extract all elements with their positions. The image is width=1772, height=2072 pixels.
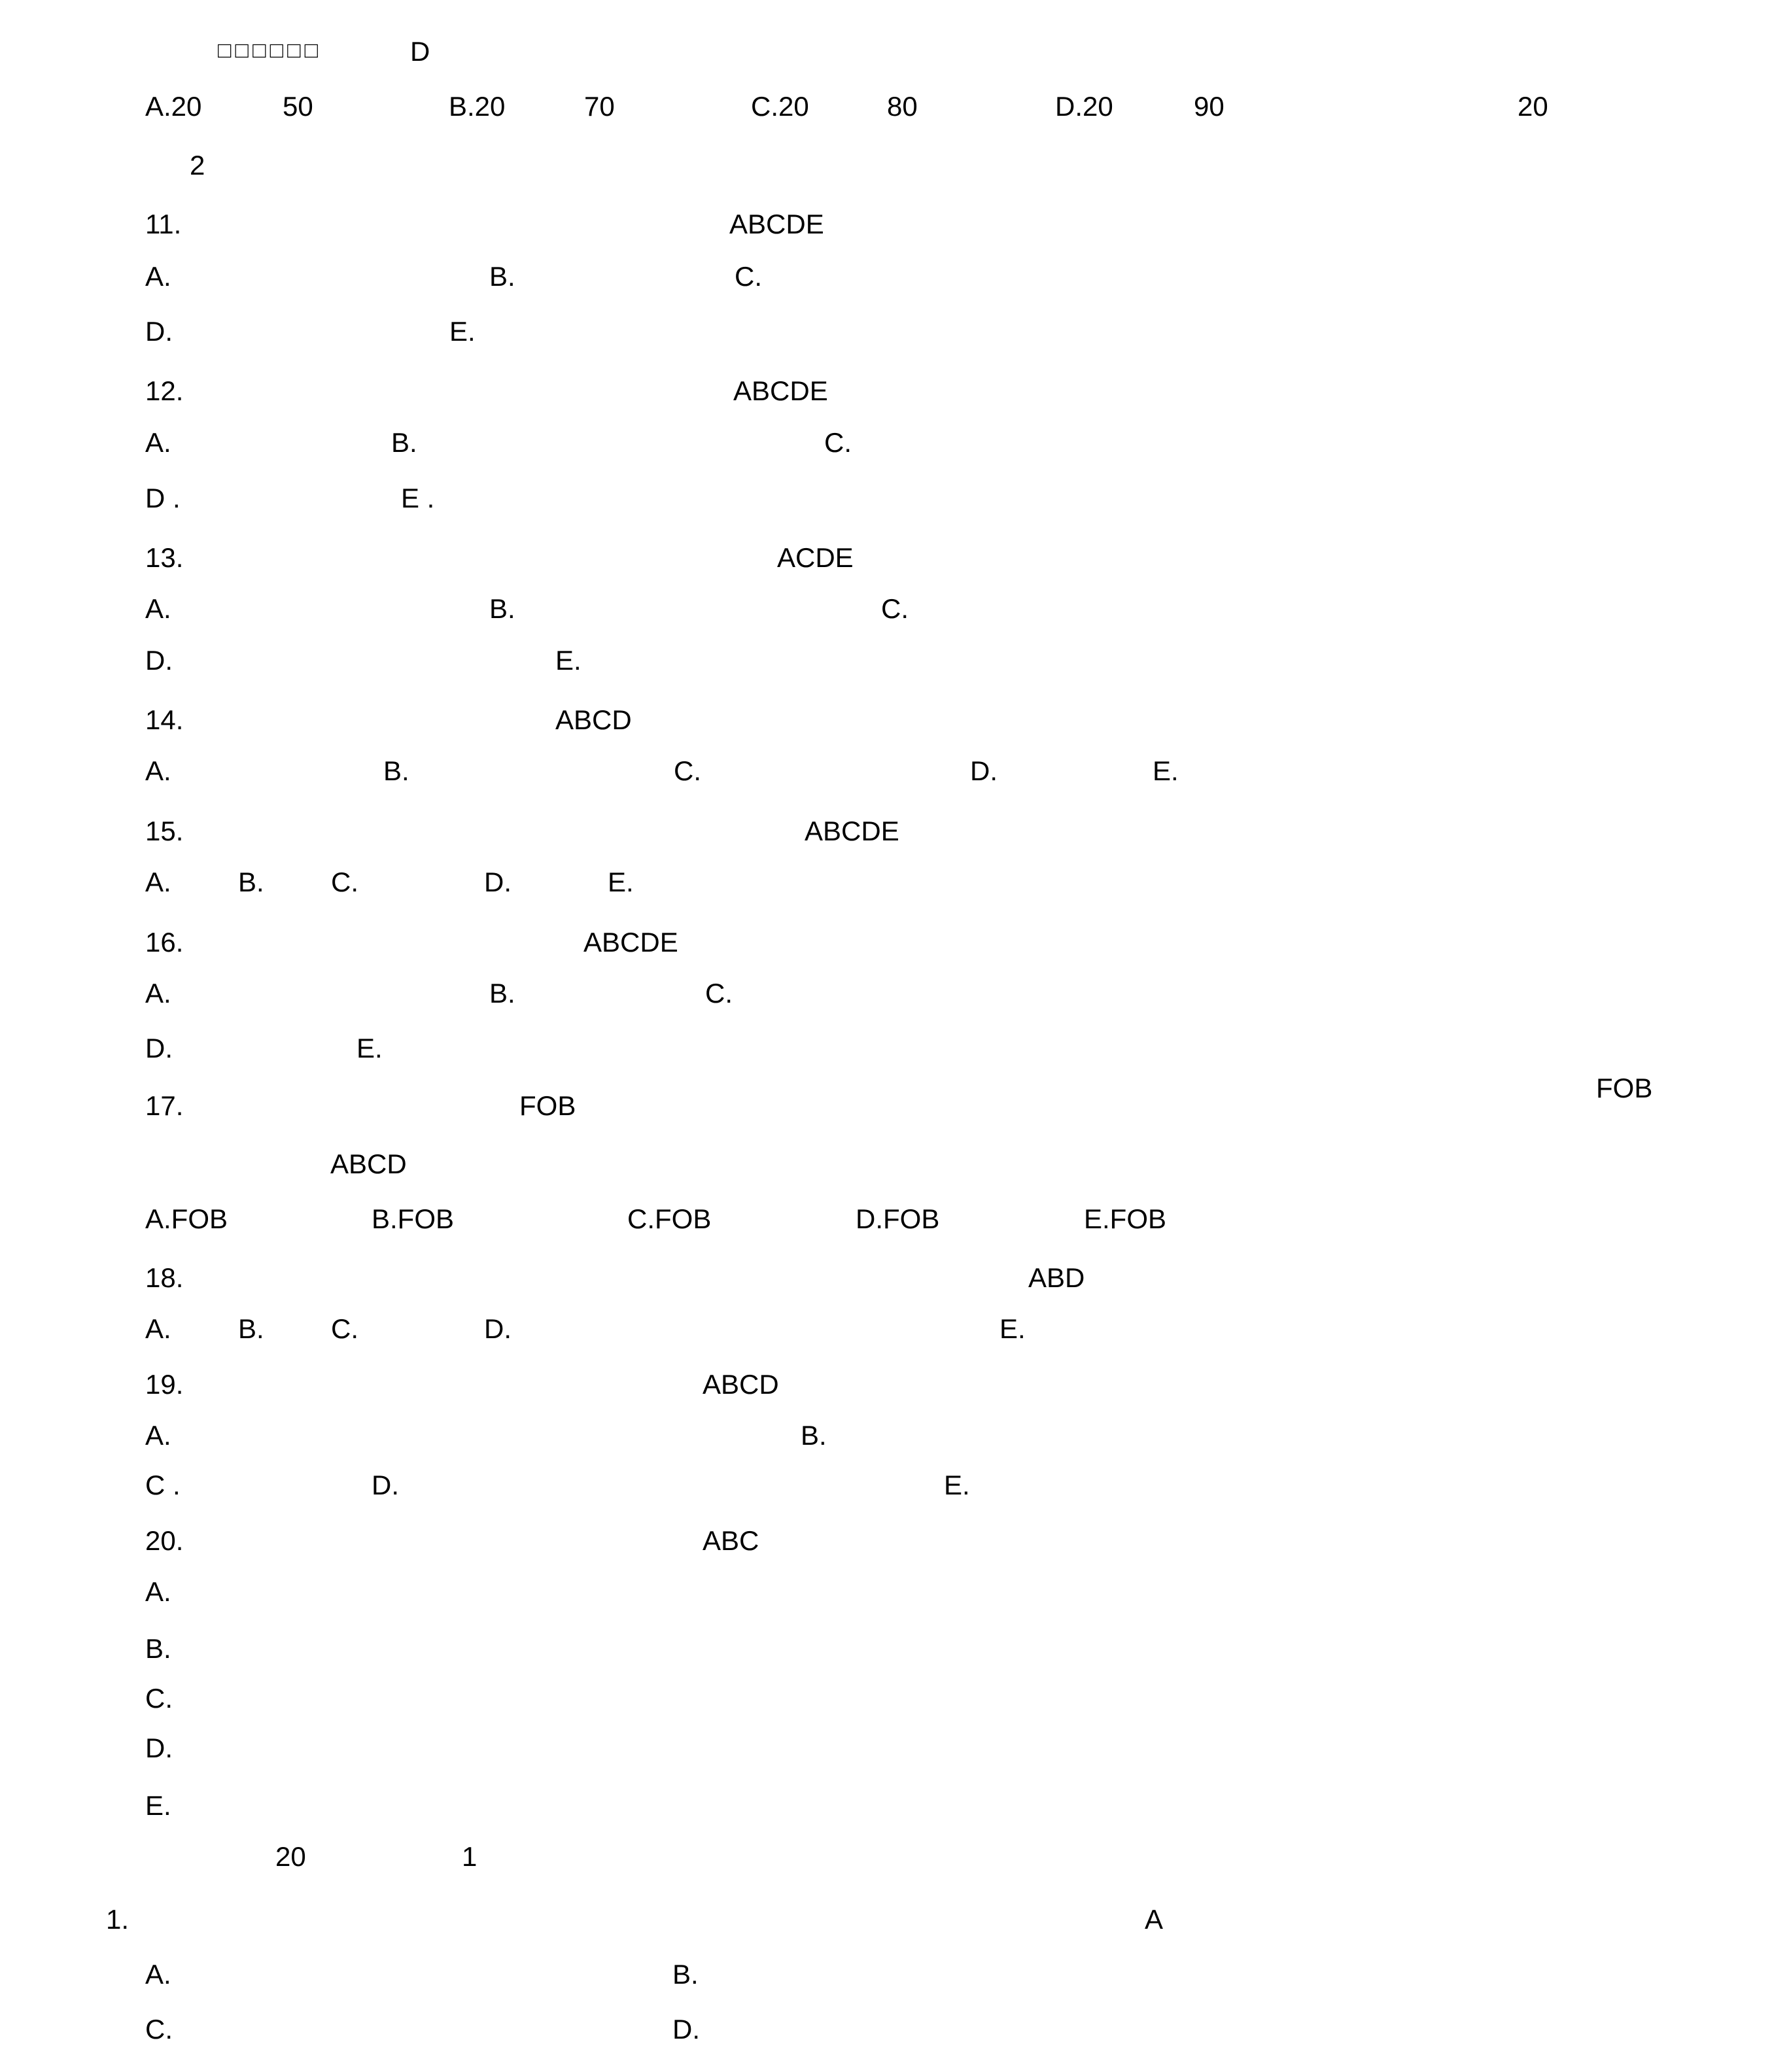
q19-option-b: B.: [801, 1420, 827, 1451]
q17-option-e: E.FOB: [1084, 1203, 1167, 1234]
q18-option-b: B.: [238, 1313, 264, 1344]
q17-fob-term: FOB: [519, 1090, 576, 1121]
q16-answer: ABCDE: [583, 927, 678, 958]
q20-option-d: D.: [145, 1733, 173, 1763]
q15-number: 15.: [145, 816, 184, 846]
q20-option-c: C.: [145, 1683, 173, 1714]
q14-option-d: D.: [970, 755, 998, 786]
q17-option-c: C.FOB: [627, 1203, 712, 1234]
q14-option-e: E.: [1153, 755, 1179, 786]
q20-answer: ABC: [703, 1525, 759, 1556]
q10-option-b-value: 70: [584, 91, 615, 122]
q13-option-e: E.: [555, 645, 582, 676]
q15-option-c: C.: [331, 867, 358, 897]
q10-option-d: D.20: [1055, 91, 1113, 122]
q14-answer: ABCD: [555, 704, 632, 735]
q16-option-e: E.: [356, 1033, 383, 1063]
q18-option-e: E.: [999, 1313, 1026, 1344]
q16-option-c: C.: [705, 978, 733, 1009]
q14-option-c: C.: [674, 755, 701, 786]
q20-number: 20.: [145, 1525, 184, 1556]
q11-answer: ABCDE: [729, 209, 824, 239]
q11-option-d: D.: [145, 316, 173, 347]
q17-answer: ABCD: [330, 1148, 407, 1179]
q16-number: 16.: [145, 927, 184, 958]
q19-option-e: E.: [944, 1470, 970, 1500]
q10-option-c-value: 80: [887, 91, 918, 122]
q17-number: 17.: [145, 1090, 184, 1121]
s1-number: 1.: [106, 1904, 130, 1935]
q13-option-c: C.: [881, 593, 909, 624]
q18-answer: ABD: [1028, 1262, 1085, 1293]
q12-option-a: A.: [145, 427, 171, 458]
q19-answer: ABCD: [703, 1369, 779, 1400]
q11-number: 11.: [145, 209, 182, 239]
q20-option-b: B.: [145, 1633, 171, 1664]
q20-option-e: E.: [145, 1790, 171, 1821]
q10-option-b: B.20: [449, 91, 506, 122]
garbled-glyphs: □□□□□□: [218, 38, 322, 63]
q14-option-b: B.: [383, 755, 409, 786]
q11-option-a: A.: [145, 261, 171, 292]
q11-option-c: C.: [735, 261, 762, 292]
s1-option-c: C.: [145, 2014, 173, 2045]
q12-option-b: B.: [391, 427, 417, 458]
section-point-value: 1: [462, 1841, 478, 1872]
q17-option-d: D.FOB: [856, 1203, 940, 1234]
q17-option-a: A.FOB: [145, 1203, 228, 1234]
q19-number: 19.: [145, 1369, 184, 1400]
s1-option-d: D.: [672, 2014, 700, 2045]
q14-option-a: A.: [145, 755, 171, 786]
q15-option-e: E.: [608, 867, 634, 897]
q13-option-a: A.: [145, 593, 171, 624]
q13-answer: ACDE: [777, 542, 854, 573]
q12-option-c: C.: [824, 427, 852, 458]
q12-answer: ABCDE: [733, 375, 828, 406]
q17-option-b: B.FOB: [372, 1203, 455, 1234]
q16-option-b: B.: [489, 978, 515, 1009]
section-question-count: 20: [275, 1841, 306, 1872]
q18-option-a: A.: [145, 1313, 171, 1344]
section-points: 2: [190, 150, 205, 181]
s1-option-a: A.: [145, 1959, 171, 1990]
q18-option-d: D.: [484, 1313, 512, 1344]
q15-answer: ABCDE: [805, 816, 899, 846]
q20-option-a: A.: [145, 1576, 171, 1607]
q15-option-d: D.: [484, 867, 512, 897]
q11-option-b: B.: [489, 261, 515, 292]
s1-option-b: B.: [672, 1959, 699, 1990]
q12-option-d: D .: [145, 483, 181, 513]
q13-option-b: B.: [489, 593, 515, 624]
q14-number: 14.: [145, 704, 184, 735]
q15-option-a: A.: [145, 867, 171, 897]
s1-answer: A: [1145, 1904, 1164, 1935]
q18-option-c: C.: [331, 1313, 358, 1344]
q10-option-a-value: 50: [283, 91, 313, 122]
q15-option-b: B.: [238, 867, 264, 897]
q13-number: 13.: [145, 542, 184, 573]
q18-number: 18.: [145, 1262, 184, 1293]
q16-option-a: A.: [145, 978, 171, 1009]
q11-option-e: E.: [449, 316, 476, 347]
q12-option-e: E .: [401, 483, 435, 513]
q17-fob-term-right: FOB: [1596, 1073, 1653, 1103]
q19-option-c: C .: [145, 1470, 181, 1500]
q13-option-d: D.: [145, 645, 173, 676]
q12-number: 12.: [145, 375, 184, 406]
q19-option-a: A.: [145, 1420, 171, 1451]
q10-option-d-value: 90: [1194, 91, 1225, 122]
q16-option-d: D.: [145, 1033, 173, 1063]
q19-option-d: D.: [372, 1470, 399, 1500]
q10-option-c: C.20: [751, 91, 809, 122]
section-count: 20: [1518, 91, 1548, 122]
q10-option-a: A.20: [145, 91, 202, 122]
prev-answer: D: [410, 36, 430, 67]
